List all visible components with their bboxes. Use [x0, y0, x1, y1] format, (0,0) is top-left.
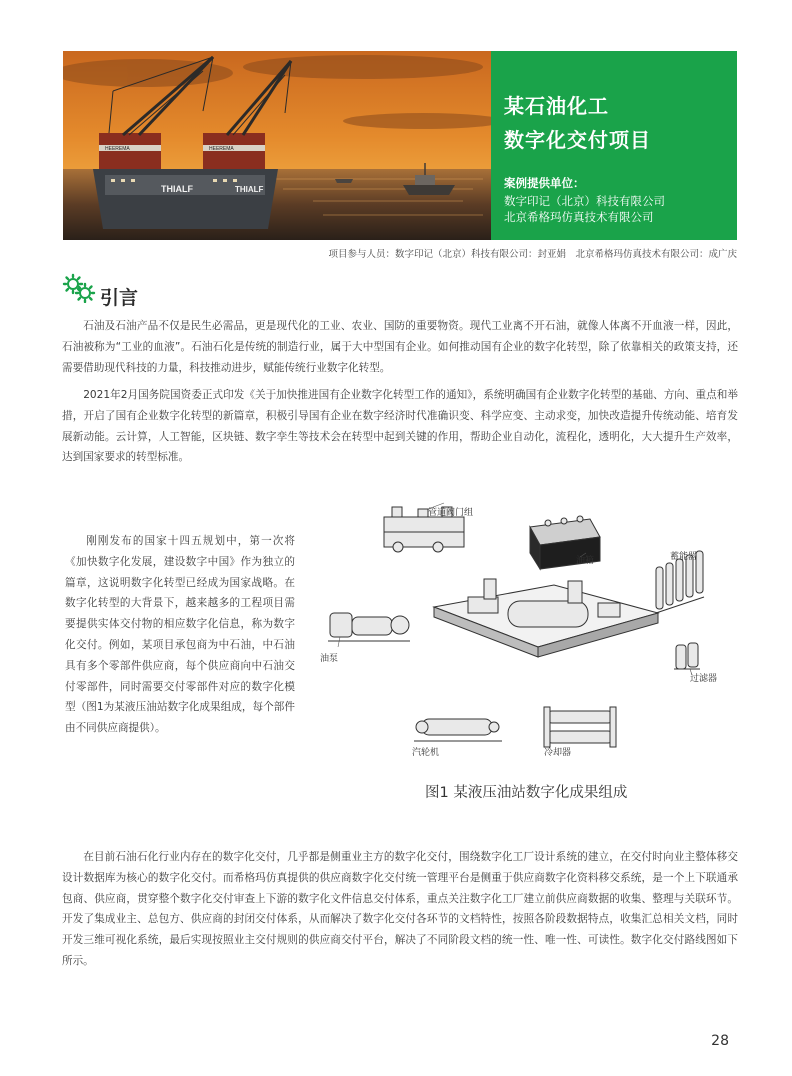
provider-1: 数字印记（北京）科技有限公司 — [504, 194, 665, 208]
hero-title-panel — [491, 51, 737, 240]
label-valve-group: 管道阀门组 — [428, 508, 474, 518]
skid-drawing — [434, 579, 658, 657]
hero-image — [63, 51, 491, 240]
oil-pump-drawing — [328, 613, 410, 641]
label-filter: 过滤器 — [690, 674, 718, 684]
turbine-drawing — [414, 719, 502, 741]
filter-drawing — [674, 643, 700, 669]
paragraph-3: 刚刚发布的国家十四五规划中，第一次将《加快数字化发展，建设数字中国》作为独立的篇章，这说明数字化转型已经成为国家战略。在数字化转型的大背景下，越来越多的工程项目需要提供实体交付物的相应数字化信息，称为数字化交付。例如，某项目承包商为中石油，中石油具有多个零部件供应商，每个供应商向中石油交付零部件，同时需要交付零部件对应的数字化模型（图1为某液压油站数字化成果组成，每个部件由不同供应商提供）。 — [65, 535, 295, 735]
section-heading: 引言 — [100, 287, 139, 309]
hydraulic-station-figure — [318, 497, 730, 775]
crane-vessel-illustration — [63, 51, 491, 240]
page-number: 28 — [711, 1033, 729, 1049]
figure-caption: 图1 某液压油站数字化成果组成 — [425, 785, 628, 801]
provider-2: 北京希格玛仿真技术有限公司 — [504, 210, 654, 224]
label-oil-tank: 油箱 — [576, 556, 595, 566]
label-cooler: 冷却器 — [544, 748, 572, 758]
crane-brand-right: HEEREMA — [209, 146, 234, 152]
project-title-line2: 数字化交付项目 — [504, 128, 651, 152]
gear-icon — [62, 273, 96, 303]
participants-line: 项目参与人员：数字印记（北京）科技有限公司：封亚娟 北京希格玛仿真技术有限公司：成广庆 — [328, 249, 737, 260]
provider-label: 案例提供单位： — [504, 176, 585, 190]
paragraph-2: 2021年2月国务院国资委正式印发《关于加快推进国有企业数字化转型工作的通知》，系统明确国有企业数字化转型的基础、方向、重点和举措，开启了国有企业数字化转型的新篇章，积极引导国有企业在数字经济时代准确识变、科学应变、主动求变，加快改造提升传统动能、培育发展新动能。云计算，人工智能，区块链、数字孪生等技术会在转型中起到关键的作用，帮助企业自动化，流程化，透明化，大大提升生产效率，达到国家要求的转型标准。 — [62, 389, 738, 464]
project-title — [504, 89, 651, 157]
paragraph-4: 在目前石油石化行业内存在的数字化交付，几乎都是侧重业主方的数字化交付，围绕数字化工厂设计系统的建立，在交付时向业主整体移交设计数据库为核心的数字化交付。而希格玛仿真提供的供应商数字化交付统一管理平台是侧重于供应商数字化资料移交系统，是一个上下联通承包商、供应商，贯穿整个数字化交付审查上下游的数字化文件信息交付体系，重点关注数字化工厂建立前供应商数据的收集、整理与关联环节。开发了集成业主、总包方、供应商的封闭交付体系，从而解决了数字化交付各环节的文档特性，按照各阶段数据特点，收集汇总相关文档，同时开发三维可视化系统，最后实现按照业主交付规则的供应商交付平台，解决了不同阶段文档的统一性、唯一性、可读性。数字化交付路线图如下所示。 — [62, 851, 738, 967]
label-oil-pump: 油泵 — [320, 654, 339, 664]
cooler-drawing — [544, 707, 616, 747]
hydraulic-station-diagram — [318, 497, 730, 775]
label-turbine: 汽轮机 — [412, 748, 440, 758]
paragraph-1: 石油及石油产品不仅是民生必需品，更是现代化的工业、农业、国防的重要物资。现代工业离不开石油，就像人体离不开血液一样，因此，石油被称为“工业的血液”。石油石化是传统的制造行业，属于大中型国有企业。如何推动国有企业的数字化转型，除了依靠相关的政策支持，还需要借助现代科技的力量，科技推动进步，赋能传统行业数字化转型。 — [62, 320, 738, 374]
project-title-line1: 某石油化工 — [504, 94, 609, 118]
crane-brand-left: HEEREMA — [105, 146, 130, 152]
svg-text:THIALF: THIALF — [235, 185, 264, 194]
ship-name-text: THIALF — [161, 184, 193, 194]
label-accumulator: 蓄能器 — [670, 552, 698, 562]
